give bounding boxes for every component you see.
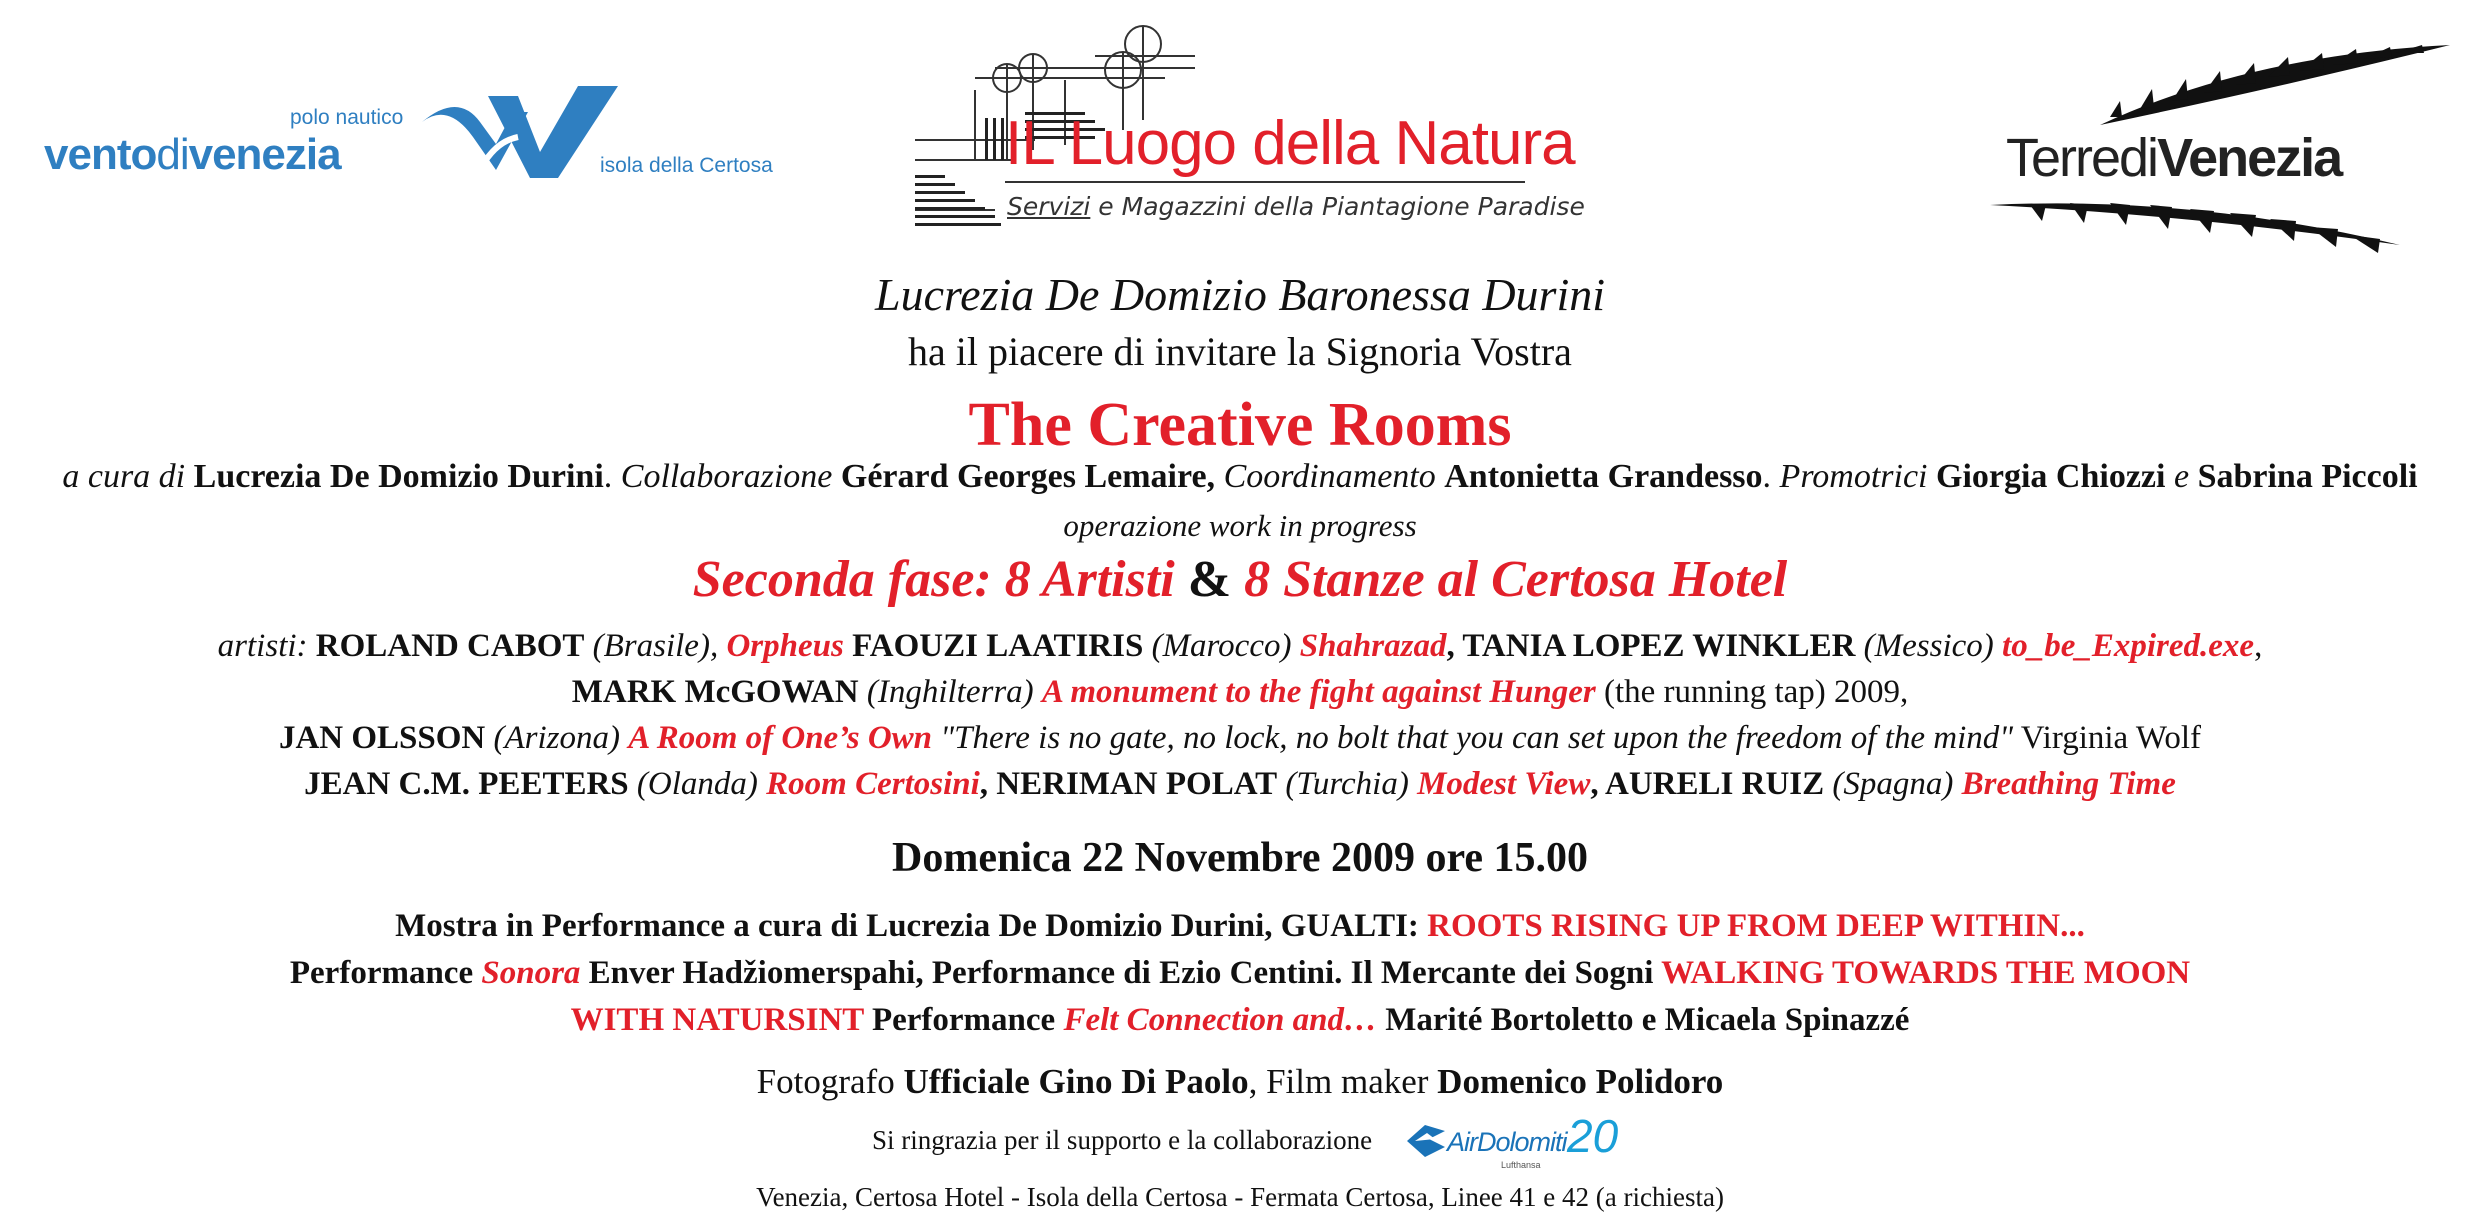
artists-line-4 [0,766,2480,803]
artist-country: (Brasile), [584,628,727,664]
artist-country: (Olanda) [628,766,767,802]
event-title: The Creative Rooms [968,391,1512,459]
artwork-title: to_be_Expired.exe [2002,628,2255,664]
logo-polo-nautico: polo nautico [290,106,404,129]
artwork-title: Breathing Time [1961,766,2176,802]
credits-e: e [2165,458,2198,495]
venue-address: Venezia, Certosa Hotel - Isola della Certosa - Fermata Certosa, Linee 41 e 42 (a richiesta) [756,1182,1724,1212]
credits-prom-label: Promotrici [1779,458,1936,495]
credits-coord: Antonietta Grandesso [1444,458,1763,495]
logo-brand-di: di [156,130,189,179]
phase-ampersand: & [1187,551,1232,608]
artwork-title: A Room of One’s Own [628,720,933,756]
performance-title: WITH NATURSINT [570,1002,864,1038]
artist-name: FAOUZI LAATIRIS [843,628,1144,664]
performance-text: Marité Bortoletto e Micaela Spinazzé [1377,1002,1910,1038]
thanks-row [0,1110,2480,1185]
artist-name: , AURELI RUIZ [1590,766,1825,802]
airdolomiti-bird-icon [1405,1121,1449,1161]
performance-line-1 [0,908,2480,945]
performance-title: Felt Connection and… [1063,1002,1377,1038]
airdolomiti-lufthansa: Lufthansa [1501,1160,1541,1170]
artist-country: (Arizona) [485,720,629,756]
logo-brand-text [44,130,341,180]
artist-country: (Messico) [1855,628,2003,664]
credits-coord-label: Coordinamento [1215,458,1445,495]
artist-name: ROLAND CABOT [315,628,585,664]
artwork-quote: "There is no gate, no lock, no bolt that you can set upon the freedom of the mind" [932,720,2014,756]
performance-text: Performance [289,955,482,991]
logo-luogo-subtitle-rest: e Magazzini della Piantagione Paradise [1090,192,1585,221]
artist-name: JAN OLSSON [278,720,486,756]
performance-text: Mostra in Performance a cura di Lucrezia De Domizio Durini, GUALTI: [395,908,1428,944]
artists-line-1-end: , [2254,628,2263,664]
artist-name: MARK McGOWAN [571,674,859,710]
credits-prom2: Sabrina Piccoli [2197,458,2418,495]
credits-dot1: . [603,458,621,495]
photographer-line [0,1062,2480,1102]
phase-heading [0,550,2480,609]
artwork-title: Shahrazad [1299,628,1447,664]
artist-country: (Spagna) [1824,766,1962,802]
credits-prom1: Giorgia Chiozzi [1936,458,2166,495]
vento-di-venezia-logo [40,80,800,190]
artist-name: , TANIA LOPEZ WINKLER [1446,628,1856,664]
logo-terre-text [2006,127,2341,189]
photographer-name: Ufficiale Gino Di Paolo [903,1062,1249,1101]
logo-brand-venezia: venezia [188,130,341,179]
il-luogo-della-natura-logo [915,20,1595,235]
artwork-title: A monument to the fight against Hunger [1041,674,1596,710]
artist-name: JEAN C.M. PEETERS [304,766,629,802]
performance-title: ROOTS RISING UP FROM DEEP WITHIN... [1427,908,2085,944]
artists-line-3 [0,720,2480,757]
artists-label: artisti: [217,628,316,664]
artist-country: (Inghilterra) [858,674,1042,710]
artists-line-2 [0,674,2480,711]
airdolomiti-logo [1405,1110,1625,1185]
logo-terre-venezia: Venezia [2157,128,2342,188]
phase-part-b: 8 Stanze al Certosa Hotel [1231,551,1788,608]
credits-collab-label: Collaborazione [620,458,841,495]
logo-luogo-subtitle-servizi: Servizi [1007,192,1091,221]
logo-brand-vento: vento [44,130,157,179]
performance-line-3 [0,1002,2480,1039]
airdolomiti-20-years: 20 [1567,1110,1619,1162]
credits-curator: Lucrezia De Domizio Durini [193,458,604,495]
event-date: Domenica 22 Novembre 2009 ore 15.00 [892,835,1588,881]
artist-country: (Marocco) [1143,628,1300,664]
artist-country: (Turchia) [1277,766,1418,802]
vv-wave-logo-icon [418,82,618,182]
artwork-title: Modest View [1417,766,1591,802]
invite-line: ha il piacere di invitare la Signoria Vostra [908,329,1572,374]
host-name: Lucrezia De Domizio Baronessa Durini [874,269,1606,320]
terre-di-venezia-logo [1990,45,2460,255]
logo-luogo-subtitle [1007,192,1585,221]
filmmaker-name: Domenico Polidoro [1437,1062,1724,1101]
work-in-progress-line: operazione work in progress [1063,508,1417,543]
quote-author: Virginia Wolf [2013,720,2202,756]
credits-dot2: . [1762,458,1780,495]
credits-collab: Gérard Georges Lemaire, [840,458,1216,495]
credits-a-cura-label: a cura di [62,458,194,495]
artist-name: , NERIMAN POLAT [979,766,1278,802]
artwork-title: Room Certosini [766,766,980,802]
artwork-note: (the running tap) 2009, [1595,674,1909,710]
logo-terre-terredi: Terredi [2006,128,2158,188]
logo-luogo-title: IL Luogo della Natura [1005,109,1575,178]
performance-text: Enver Hadžiomerspahi, Performance di Ezio Centini. Il Mercante dei Sogni [580,955,1662,991]
performance-text: Performance [863,1002,1064,1038]
filmmaker-label: , Film maker [1248,1062,1438,1101]
logo-isola-certosa: isola della Certosa [600,154,773,177]
credits-line [0,458,2480,496]
performance-line-2 [0,955,2480,992]
thanks-text: Si ringrazia per il supporto e la collaborazione [872,1125,1373,1155]
airdolomiti-name: AirDolomiti [1447,1127,1567,1157]
phase-part-a: Seconda fase: 8 Artisti [692,551,1188,608]
performance-title: Sonora [481,955,581,991]
photo-label: Fotografo [756,1062,904,1101]
artwork-title: Orpheus [726,628,844,664]
performance-title: WALKING TOWARDS THE MOON [1661,955,2191,991]
artists-line-1 [0,628,2480,665]
